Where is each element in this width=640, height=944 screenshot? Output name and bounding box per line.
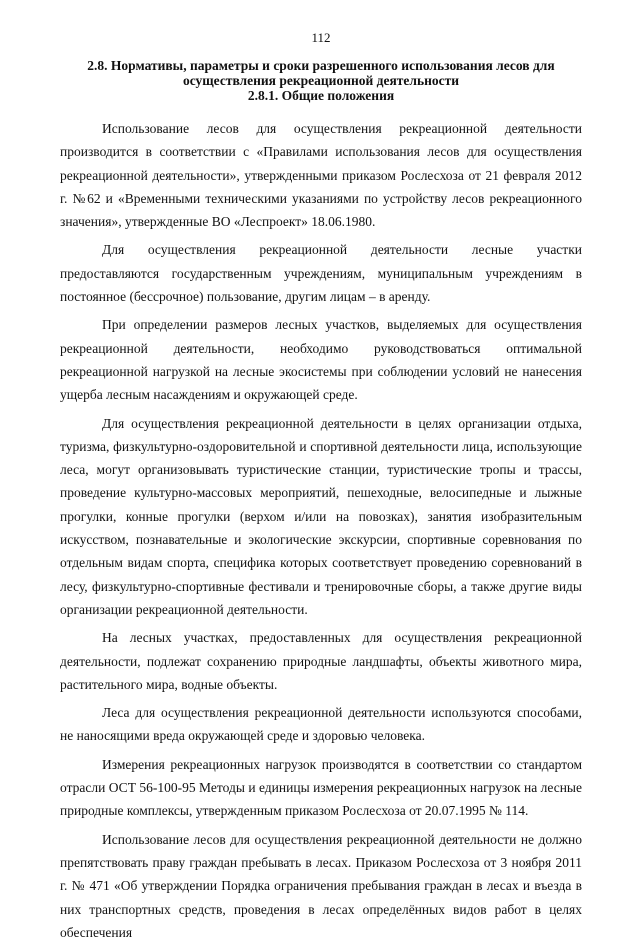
subsection-title: 2.8.1. Общие положения (247, 88, 395, 103)
paragraph: Измерения рекреационных нагрузок производятся в соответствии со стандартом отрасли ОСТ 56-100-95 Методы и единицы измерения рекреационных нагрузок на лесные природные комплексы, утвержденным приказом Рослесхоза от 20.07.1995 № 114. (60, 756, 582, 819)
page-number: 112 (311, 30, 331, 45)
paragraph: При определении размеров лесных участков, выделяемых для осуществления рекреационной деятельности, необходимо руководствоваться оптимальной рекреационной нагрузкой на лесные экосистемы при соблюдении условий не нанесения ущерба лесным насаждениям и окружающей среде. (60, 317, 582, 403)
paragraph: Леса для осуществления рекреационной деятельности используются способами, не наносящими вреда окружающей среде и здоровью человека. (60, 705, 582, 744)
paragraph: Использование лесов для осуществления рекреационной деятельности не должно препятствовать праву граждан пребывать в лесах. Приказом Рослесхоза от 3 ноября 2011 г. № 471 «Об утверждении Порядка ограничения пребывания граждан в лесах и въезда в них транспортных средств, проведения в лесах определённых видов работ в целях обеспечения (60, 831, 582, 940)
body-text (60, 117, 582, 944)
paragraph: Использование лесов для осуществления рекреационной деятельности производится в соответствии с «Правилами использования лесов для осуществления рекреационной деятельности», утвержденными приказом Рослесхоза от 21 февраля 2012 г. №62 и «Временными техническими указаниями по устройству лесов рекреационного значения», утвержденные ВО «Леспроект» 18.06.1980. (60, 121, 582, 230)
paragraph: На лесных участках, предоставленных для осуществления рекреационной деятельности, подлежат сохранению природные ландшафты, объекты животного мира, растительного мира, водные объекты. (60, 630, 582, 692)
paragraph: Для осуществления рекреационной деятельности лесные участки предоставляются государственным учреждениям, муниципальным учреждениям в постоянное (бессрочное) пользование, другим лицам – в аренду. (60, 242, 582, 305)
paragraph: Для осуществления рекреационной деятельности в целях организации отдыха, туризма, физкультурно-оздоровительной и спортивной деятельности лица, использующие леса, могут организовывать туристические станции, туристические тропы и трассы, проведение культурно-массовых мероприятий, пешеходные, велосипедные и лыжные прогулки, конные прогулки (верхом и/или на повозках), занятия изобразительным искусством, познавательные и экологические экскурсии, спортивные соревнования по отдельным видам спорта, специфика которых соответствует проведению соревнований в лесу, физкультурно-спортивные фестивали и тренировочные сборы, а также другие виды организации рекреационной деятельности. (60, 415, 582, 617)
section-title: 2.8. Нормативы, параметры и сроки разрешенного использования лесов для осуществления рекреационной деятельности (87, 58, 555, 88)
